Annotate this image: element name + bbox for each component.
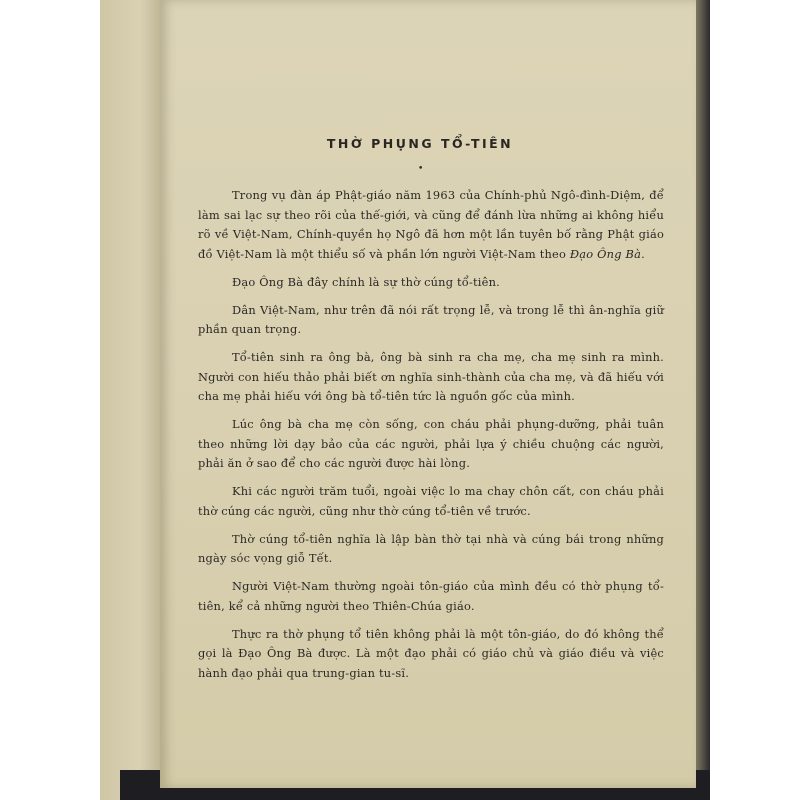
chapter-body (198, 186, 664, 692)
paragraph-1-text: Trong vụ đàn áp Phật-giáo năm 1963 của Chính-phủ Ngô-đình-Diệm, để làm sai lạc sự theo rõi của thế-giới, và cũng để đánh lừa những ai không hiểu rõ về Việt-Nam, Chính-quyền họ Ngô đã hơn một lần tuyên bố rằng Phật giáo đồ Việt-Nam là một thiểu số và phần lớn người Việt-Nam theo (198, 188, 664, 261)
paragraph-8: Người Việt-Nam thường ngoài tôn-giáo của mình đều có thờ phụng tổ-tiên, kể cả những người theo Thiên-Chúa giáo. (198, 579, 664, 613)
paragraph-5: Lúc ông bà cha mẹ còn sống, con cháu phải phụng-dưỡng, phải tuân theo những lời dạy bảo của các người, phải lựa ý chiều chuộng các người, phải ăn ở sao để cho các người được hài lòng. (198, 417, 664, 470)
previous-page-edge (100, 0, 166, 800)
book-cover-edge (694, 0, 710, 800)
paragraph-6: Khi các người trăm tuổi, ngoài việc lo ma chay chôn cất, con cháu phải thờ cúng các người, cũng như thờ cúng tổ-tiên về trước. (198, 484, 664, 518)
paragraph-9: Thực ra thờ phụng tổ tiên không phải là một tôn-giáo, do đó không thể gọi là Đạo Ông Bà được. Là một đạo phải có giáo chủ và giáo điều và việc hành đạo phải qua trung-gian tu-sĩ. (198, 626, 664, 680)
paragraph-3: Dân Việt-Nam, như trên đã nói rất trọng lễ, và trong lễ thì ân-nghĩa giữ phần quan trọng. (198, 302, 664, 336)
paragraph-1-emphasis: Đạo Ông Bà (569, 246, 642, 261)
chapter-title: THỜ PHỤNG TỔ-TIÊN (326, 136, 514, 151)
paragraph-4: Tổ-tiên sinh ra ông bà, ông bà sinh ra cha mẹ, cha mẹ sinh ra mình. Người con hiếu thảo phải biết ơn nghĩa sinh-thành của cha mẹ, và đã hiếu với cha mẹ phải hiếu với ông bà tổ-tiên tức là nguồn gốc của mình. (198, 350, 664, 403)
paragraph-1 (198, 186, 664, 264)
paragraph-1-end: . (641, 246, 645, 261)
paragraph-7: Thờ cúng tổ-tiên nghĩa là lập bàn thờ tại nhà và cúng bái trong những ngày sóc vọng giỗ Tết. (198, 531, 664, 565)
book-page (160, 0, 696, 788)
title-ornament: • (418, 164, 424, 174)
paragraph-2: Đạo Ông Bà đây chính là sự thờ cúng tổ-tiên. (232, 274, 500, 289)
